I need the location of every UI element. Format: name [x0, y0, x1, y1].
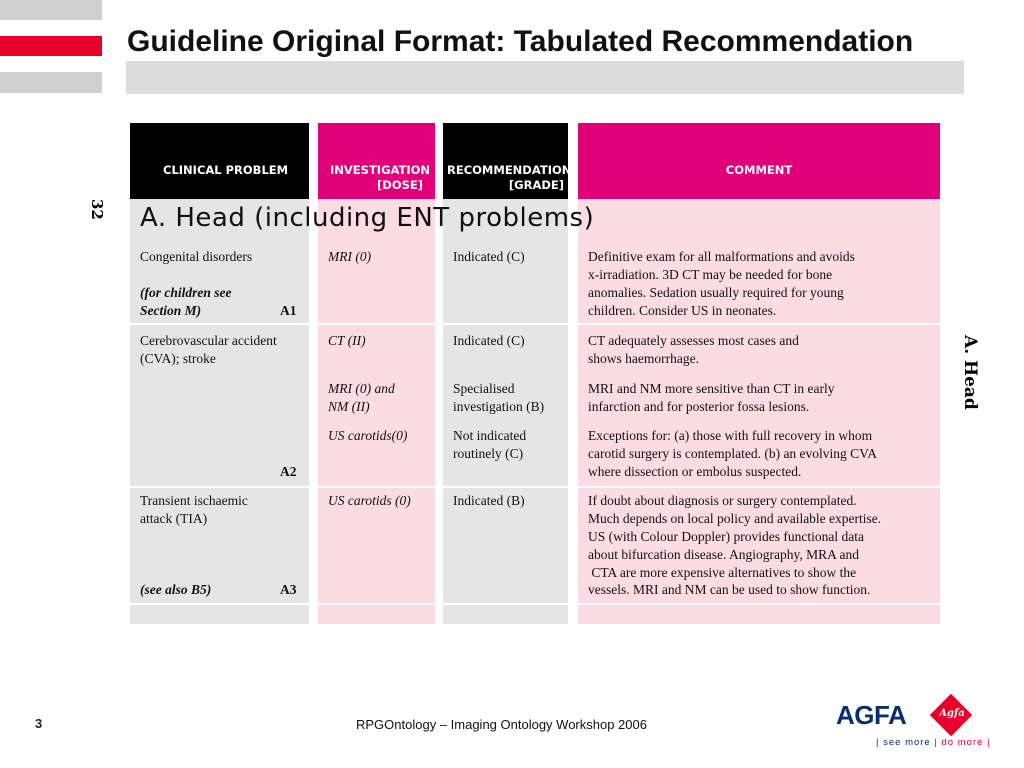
agfa-tagline	[876, 737, 990, 748]
row-a2-e2-recommendation-line-1: Specialised	[453, 381, 515, 396]
row-a1-note-line-2: Section M)	[140, 303, 202, 318]
header-recommendation-sub: [GRADE]	[508, 178, 564, 192]
row-a3-comment-line-2: Much depends on local policy and available expertise.	[588, 511, 882, 526]
footer-text: RPGOntology – Imaging Ontology Workshop 2006	[356, 717, 647, 732]
side-section-label: A. Head	[960, 335, 980, 410]
agfa-tagline-suffix: | do more |	[934, 737, 991, 748]
row-divider-3	[130, 603, 940, 605]
row-a3-comment-line-1: If doubt about diagnosis or surgery contemplated.	[588, 493, 857, 508]
row-a3-investigation-line-1: US carotids (0)	[328, 493, 411, 508]
row-a2-e2-investigation-line-2: NM (II)	[328, 399, 370, 414]
row-a1-recommendation-line-1: Indicated (C)	[453, 249, 525, 264]
header-comment-label: COMMENT	[725, 163, 793, 177]
row-a3-comment-line-4: about bifurcation disease. Angiography, MRA and	[588, 547, 859, 562]
row-a2-e2-recommendation-line-2: investigation (B)	[453, 399, 545, 414]
row-a3-code: A3	[280, 582, 297, 597]
header-investigation-label: INVESTIGATION	[330, 163, 431, 177]
row-a2-e2-comment-line-1: MRI and NM more sensitive than CT in early	[588, 381, 835, 396]
header-clinical-problem	[130, 123, 309, 199]
row-a1-note-line-1: (for children see	[140, 285, 232, 300]
header-investigation	[318, 123, 435, 199]
row-divider-1	[130, 323, 940, 325]
agfa-logo	[836, 698, 1004, 748]
agfa-logo-word: AGFA	[836, 700, 907, 730]
row-a2-e3-recommendation-line-1: Not indicated	[453, 428, 527, 443]
row-a3-comment-line-3: US (with Colour Doppler) provides functional data	[588, 529, 864, 544]
agfa-tagline-prefix: | see more	[876, 737, 935, 748]
row-a1-code: A1	[280, 303, 297, 318]
row-a1-comment-line-3: anomalies. Sedation usually required for young	[588, 285, 844, 300]
agfa-logo-mark: Agfa	[939, 708, 965, 719]
page-number: 32	[88, 199, 106, 220]
row-a3-note-line-1: (see also B5)	[140, 582, 212, 597]
header-recommendation	[443, 123, 572, 199]
row-a2-e2-comment-line-2: infarction and for posterior fossa lesions.	[588, 399, 810, 414]
slide-title: Guideline Original Format: Tabulated Recommendation	[127, 25, 914, 58]
row-a1-comment-line-2: x-irradiation. 3D CT may be needed for bone	[588, 267, 833, 282]
row-a2-e1-comment-line-1: CT adequately assesses most cases and	[588, 333, 799, 348]
row-a3-comment-line-5: CTA are more expensive alternatives to show the	[588, 565, 857, 580]
row-a1-comment-line-1: Definitive exam for all malformations and avoids	[588, 249, 855, 264]
header-recommendation-label: RECOMMENDATION	[447, 163, 572, 177]
slide-number: 3	[35, 716, 43, 731]
title-underline-band	[126, 61, 964, 94]
row-a3-problem-line-1: Transient ischaemic	[140, 493, 248, 508]
decor-bar-grey-top	[0, 0, 102, 20]
row-a3-recommendation-line-1: Indicated (B)	[453, 493, 525, 508]
row-a2-e3-comment-line-2: carotid surgery is contemplated. (b) an evolving CVA	[588, 446, 877, 461]
row-a2-problem-line-2: (CVA); stroke	[140, 351, 216, 366]
row-a2-e1-recommendation-line-1: Indicated (C)	[453, 333, 525, 348]
row-a1-investigation-line-1: MRI (0)	[328, 249, 372, 264]
row-a2-e3-investigation-line-1: US carotids(0)	[328, 428, 408, 443]
row-a2-problem-line-1: Cerebrovascular accident	[140, 333, 277, 348]
decor-bar-red	[0, 36, 102, 56]
row-a2-code: A2	[280, 464, 297, 479]
row-a2-e3-comment-line-3: where dissection or embolus suspected.	[588, 464, 802, 479]
header-comment	[578, 123, 940, 199]
row-a3-problem-line-2: attack (TIA)	[140, 511, 208, 526]
row-a2-e2-investigation-line-1: MRI (0) and	[328, 381, 395, 396]
row-a2-e3-comment-line-1: Exceptions for: (a) those with full recovery in whom	[588, 428, 873, 443]
row-a1-comment-line-4: children. Consider US in neonates.	[588, 303, 777, 318]
guideline-scan	[84, 123, 992, 624]
section-heading: A. Head (including ENT problems)	[140, 203, 595, 233]
header-investigation-sub: [DOSE]	[377, 178, 423, 192]
row-a3-comment-line-6: vessels. MRI and NM can be used to show function.	[588, 582, 871, 597]
row-a2-e1-investigation-line-1: CT (II)	[328, 333, 366, 348]
row-a1-problem-line-1: Congenital disorders	[140, 249, 253, 264]
decor-bar-grey-bottom	[0, 72, 102, 93]
row-divider-2	[130, 486, 940, 488]
row-a2-e1-comment-line-2: shows haemorrhage.	[588, 351, 699, 366]
header-clinical-problem-label: CLINICAL PROBLEM	[163, 163, 289, 177]
row-a2-e3-recommendation-line-2: routinely (C)	[453, 446, 524, 461]
